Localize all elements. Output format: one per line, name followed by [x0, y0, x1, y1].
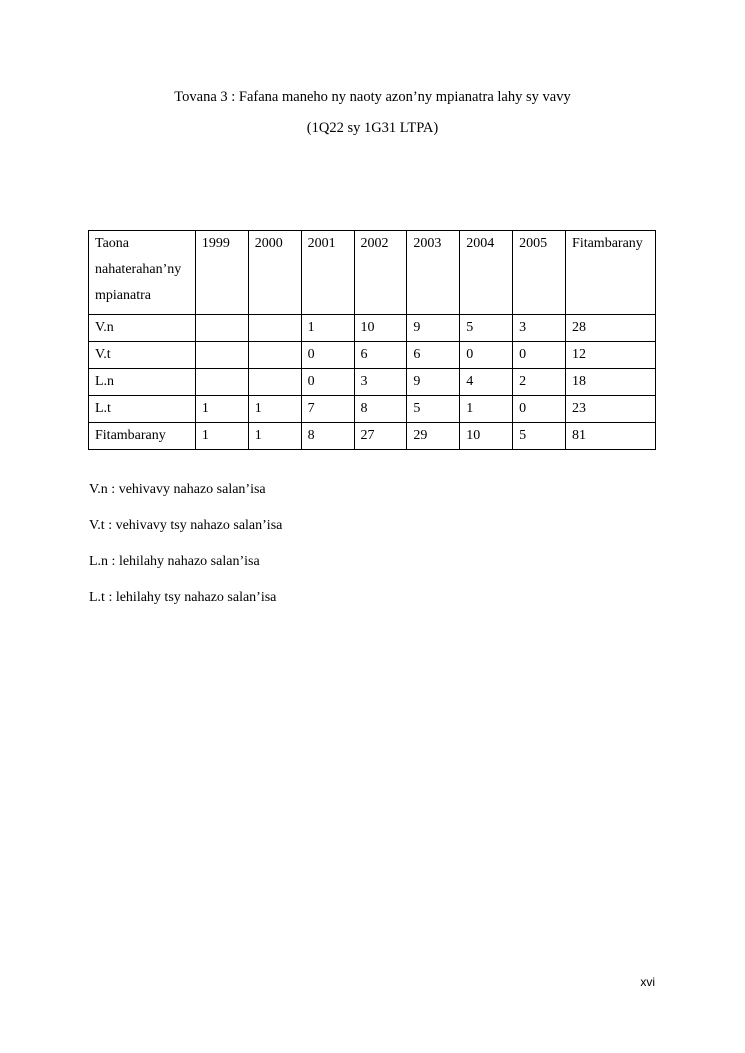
legend-item: L.n : lehilahy nahazo salan’isa: [89, 554, 260, 569]
table-cell: 3: [354, 369, 407, 396]
header-cell: 2005: [513, 231, 566, 315]
table-cell: 8: [301, 423, 354, 450]
table-cell: 27: [354, 423, 407, 450]
table-cell: 0: [513, 342, 566, 369]
header-cell: 2002: [354, 231, 407, 315]
table-row: [89, 315, 656, 342]
table-cell: 6: [407, 342, 460, 369]
table-cell: 6: [354, 342, 407, 369]
header-cell: 2003: [407, 231, 460, 315]
table-row: [89, 369, 656, 396]
table-cell: 4: [460, 369, 513, 396]
table-row: [89, 423, 656, 450]
legend-item: V.t : vehivavy tsy nahazo salan’isa: [89, 518, 283, 533]
table-cell: [195, 369, 248, 396]
table-cell: [195, 315, 248, 342]
table-cell: 0: [460, 342, 513, 369]
table-cell: [195, 342, 248, 369]
row-label-cell: L.t: [89, 396, 196, 423]
table-cell: 10: [460, 423, 513, 450]
header-cell-label: Taona nahaterahan’ny mpianatra: [89, 231, 196, 315]
table-cell: 28: [566, 315, 656, 342]
header-cell: 2000: [248, 231, 301, 315]
table-cell: 9: [407, 315, 460, 342]
table-caption: [0, 89, 745, 137]
table-cell: 29: [407, 423, 460, 450]
table-cell: 1: [195, 423, 248, 450]
table-cell: 0: [301, 369, 354, 396]
table-cell: [248, 369, 301, 396]
table-row: [89, 396, 656, 423]
legend-item: L.t : lehilahy tsy nahazo salan’isa: [89, 590, 277, 605]
table-cell: 1: [301, 315, 354, 342]
caption-line-2: (1Q22 sy 1G31 LTPA): [306, 120, 439, 136]
caption-line-1: Tovana 3 : Fafana maneho ny naoty azon’ny mpianatra lahy sy vavy: [174, 89, 571, 105]
table-header-row: [89, 231, 656, 315]
row-label-cell: Fitambarany: [89, 423, 196, 450]
table-cell: [248, 315, 301, 342]
row-label-cell: V.n: [89, 315, 196, 342]
header-cell: 1999: [195, 231, 248, 315]
table-row: [89, 342, 656, 369]
table-cell: 1: [460, 396, 513, 423]
table-cell: 3: [513, 315, 566, 342]
header-cell: 2001: [301, 231, 354, 315]
row-label-cell: L.n: [89, 369, 196, 396]
table-cell: 12: [566, 342, 656, 369]
table-cell: 2: [513, 369, 566, 396]
table-cell: 0: [301, 342, 354, 369]
table-cell: 81: [566, 423, 656, 450]
header-cell: Fitambarany: [566, 231, 656, 315]
table-cell: 0: [513, 396, 566, 423]
header-cell: 2004: [460, 231, 513, 315]
table-cell: 23: [566, 396, 656, 423]
table-cell: 1: [248, 396, 301, 423]
page-number: xvi: [640, 975, 655, 989]
table-cell: 5: [460, 315, 513, 342]
table-cell: 5: [407, 396, 460, 423]
table-cell: 9: [407, 369, 460, 396]
legend: [89, 480, 282, 624]
grades-table: [88, 230, 656, 450]
table-cell: 18: [566, 369, 656, 396]
table-cell: 1: [195, 396, 248, 423]
table-cell: 8: [354, 396, 407, 423]
table-cell: [248, 342, 301, 369]
table-cell: 5: [513, 423, 566, 450]
table-cell: 10: [354, 315, 407, 342]
row-label-cell: V.t: [89, 342, 196, 369]
table-cell: 7: [301, 396, 354, 423]
legend-item: V.n : vehivavy nahazo salan’isa: [89, 482, 266, 497]
table-cell: 1: [248, 423, 301, 450]
